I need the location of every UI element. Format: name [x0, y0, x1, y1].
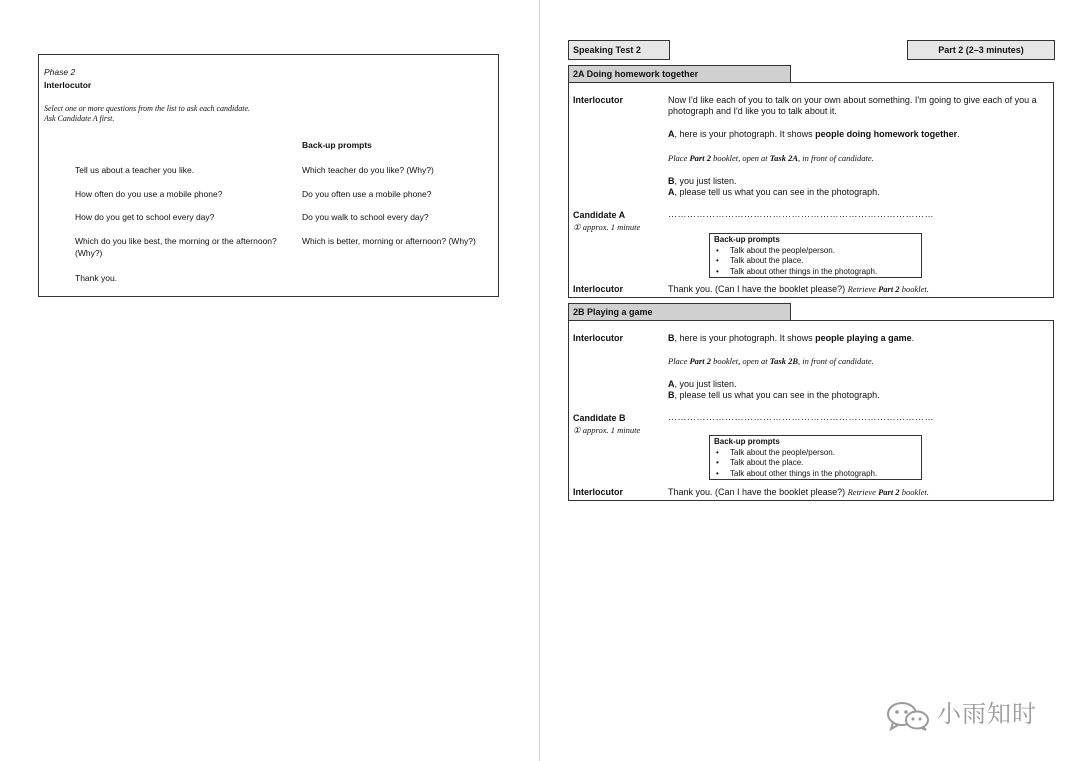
instruction-line: Select one or more questions from the list to ask each candidate.: [44, 104, 251, 113]
intro-text: Now I'd like each of you to talk on your own about something. I'm going to give each of you a photograph and I'd like you to talk about it.: [668, 95, 1037, 116]
answer-dots: …………………………………………………………………………: [668, 209, 934, 219]
backup-prompt-text: Do you often use a mobile phone?: [302, 189, 432, 199]
watermark: [885, 697, 1050, 733]
interlocutor-label: Interlocutor: [573, 487, 624, 497]
wechat-icon: [885, 701, 931, 731]
backup-prompts-heading: Back-up prompts: [714, 235, 780, 244]
interlocutor-label: Interlocutor: [573, 95, 624, 105]
listen-instruction: B, you just listen.: [668, 176, 737, 186]
task-2a-title: 2A Doing homework together: [568, 65, 791, 82]
task-2a-box: [568, 82, 1054, 298]
candidate-a-label: Candidate A: [573, 210, 626, 220]
watermark-text: 小雨知时: [937, 701, 1037, 728]
prompt-item: • Talk about the place.: [714, 256, 917, 267]
photo-instruction: A, here is your photograph. It shows people doing homework together.: [668, 129, 960, 139]
question-text: How often do you use a mobile phone?: [75, 189, 223, 199]
task-2b-box: [568, 320, 1054, 501]
question-text: Which do you like best, the morning or the afternoon? (Why?): [75, 236, 277, 258]
prompt-item: • Talk about the people/person.: [714, 246, 917, 257]
candidate-b-label: Candidate B: [573, 413, 626, 423]
phase-role-label: Interlocutor: [44, 80, 92, 90]
question-text: Tell us about a teacher you like.: [75, 165, 195, 175]
backup-prompt-text: Which is better, morning or afternoon? (Why?): [302, 236, 476, 246]
backup-prompts-heading: Back-up prompts: [302, 140, 372, 150]
backup-prompts-box: [709, 233, 922, 278]
part-header: Part 2 (2–3 minutes): [907, 40, 1055, 60]
prompt-item: • Talk about the people/person.: [714, 448, 917, 459]
place-booklet-note: Place Part 2 booklet, open at Task 2B, in front of candidate.: [668, 356, 874, 366]
backup-prompts-heading: Back-up prompts: [714, 437, 780, 446]
tell-instruction: B, please tell us what you can see in the photograph.: [668, 390, 880, 400]
phase-instructions: [44, 104, 250, 124]
backup-prompt-text: Which teacher do you like? (Why?): [302, 165, 434, 175]
backup-prompt-text: Do you walk to school every day?: [302, 212, 429, 222]
phase-2-box: [38, 54, 499, 297]
thanks-text: Thank you. (Can I have the booklet please?) Retrieve Part 2 booklet.: [668, 284, 929, 294]
answer-dots: …………………………………………………………………………: [668, 412, 934, 422]
listen-instruction: A, you just listen.: [668, 379, 737, 389]
tell-instruction: A, please tell us what you can see in the photograph.: [668, 187, 880, 197]
question-text: How do you get to school every day?: [75, 212, 215, 222]
interlocutor-label: Interlocutor: [573, 333, 624, 343]
closing-text: Thank you.: [75, 273, 118, 283]
thanks-text: Thank you. (Can I have the booklet please?) Retrieve Part 2 booklet.: [668, 487, 929, 497]
instruction-line: Ask Candidate A first.: [44, 114, 115, 123]
phase-title: Phase 2: [44, 67, 76, 77]
prompt-item: • Talk about other things in the photograph.: [714, 267, 917, 278]
interlocutor-label: Interlocutor: [573, 284, 624, 294]
place-booklet-note: Place Part 2 booklet, open at Task 2A, in front of candidate.: [668, 153, 874, 163]
speaking-test-header: Speaking Test 2: [568, 40, 670, 60]
page-divider: [539, 0, 540, 761]
photo-instruction: B, here is your photograph. It shows people playing a game.: [668, 333, 915, 343]
task-2b-title: 2B Playing a game: [568, 303, 791, 320]
time-note: ① approx. 1 minute: [573, 222, 641, 232]
prompt-item: • Talk about the place.: [714, 458, 917, 469]
backup-prompts-box: [709, 435, 922, 480]
prompt-item: • Talk about other things in the photograph.: [714, 469, 917, 480]
time-note: ① approx. 1 minute: [573, 425, 641, 435]
